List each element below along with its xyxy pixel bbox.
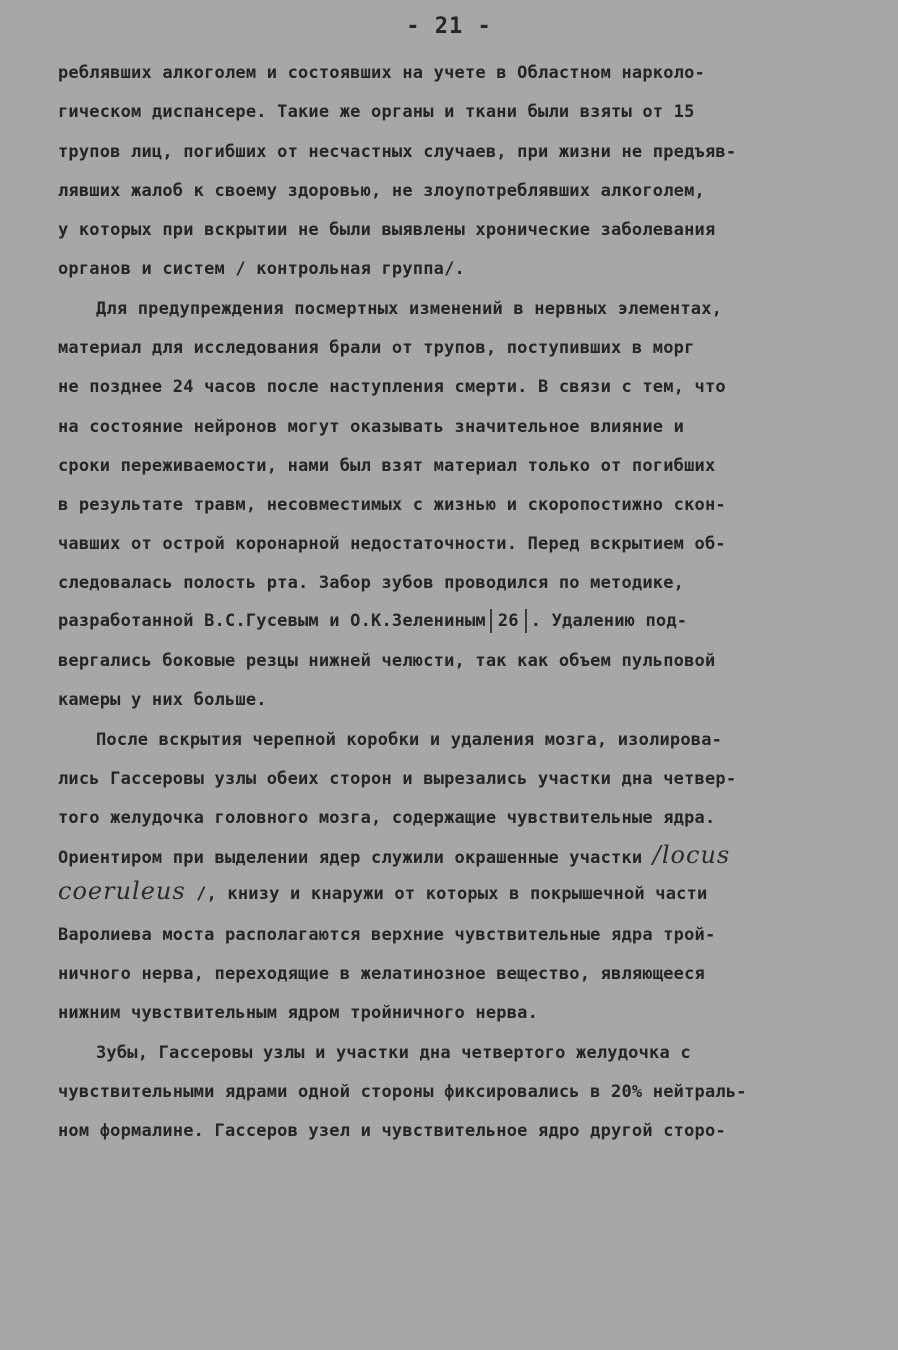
text-line: материал для исследования брали от трупов, поступивших в морг bbox=[58, 338, 695, 358]
citation-reference: 26 bbox=[490, 609, 527, 633]
text-line: трупов лиц, погибших от несчастных случаев, при жизни не предъяв- bbox=[58, 142, 737, 162]
text-line: гическом диспансере. Такие же органы и ткани были взяты от 15 bbox=[58, 102, 695, 122]
text-line: лявших жалоб к своему здоровью, не злоупотреблявших алкоголем, bbox=[58, 181, 705, 201]
text-span: /, книзу и кнаружи от которых в покрышечной части bbox=[196, 884, 708, 904]
text-line: лись Гассеровы узлы обеих сторон и вырезались участки дна четвер- bbox=[58, 769, 737, 789]
text-line bbox=[58, 842, 838, 871]
text-line: чувствительными ядрами одной стороны фиксировались в 20% нейтраль- bbox=[58, 1082, 747, 1102]
text-line: Зубы, Гассеровы узлы и участки дна четвертого желудочка с bbox=[96, 1043, 691, 1063]
handwritten-annotation: /locus bbox=[652, 842, 731, 869]
text-span: разработанной В.С.Гусевым и О.К.Зелениным bbox=[58, 611, 486, 631]
text-line: реблявших алкоголем и состоявших на учете в Областном нарколо- bbox=[58, 63, 705, 83]
text-line: После вскрытия черепной коробки и удаления мозга, изолирова- bbox=[96, 730, 723, 750]
page-number: - 21 - bbox=[406, 14, 492, 39]
text-line: Варолиева моста располагаются верхние чувствительные ядра трой- bbox=[58, 925, 716, 945]
text-line: того желудочка головного мозга, содержащие чувствительные ядра. bbox=[58, 808, 716, 828]
text-line: сроки переживаемости, нами был взят материал только от погибших bbox=[58, 456, 716, 476]
text-line bbox=[58, 878, 838, 907]
text-line: вергались боковые резцы нижней челюсти, так как объем пульповой bbox=[58, 651, 716, 671]
text-line: ничного нерва, переходящие в желатинозное вещество, являющееся bbox=[58, 964, 705, 984]
text-span: . Удалению под- bbox=[530, 611, 688, 631]
text-line: ном формалине. Гассеров узел и чувствительное ядро другой сторо- bbox=[58, 1121, 726, 1141]
text-line: нижним чувствительным ядром тройничного нерва. bbox=[58, 1003, 539, 1023]
text-line: в результате травм, несовместимых с жизнью и скоропостижно скон- bbox=[58, 495, 726, 515]
text-line: чавших от острой коронарной недостаточности. Перед вскрытием об- bbox=[58, 534, 726, 554]
text-line: органов и систем / контрольная группа/. bbox=[58, 259, 465, 279]
text-line: у которых при вскрытии не были выявлены хронические заболевания bbox=[58, 220, 716, 240]
handwritten-annotation: coeruleus bbox=[58, 878, 186, 905]
text-line bbox=[58, 608, 838, 634]
text-line: на состояние нейронов могут оказывать значительное влияние и bbox=[58, 417, 685, 437]
text-line: камеры у них больше. bbox=[58, 690, 267, 710]
text-line: Для предупреждения посмертных изменений в нервных элементах, bbox=[96, 299, 723, 319]
text-line: не позднее 24 часов после наступления смерти. В связи с тем, что bbox=[58, 377, 726, 397]
text-span: Ориентиром при выделении ядер служили окрашенные участки bbox=[58, 848, 643, 868]
text-line: следовалась полость рта. Забор зубов проводился по методике, bbox=[58, 573, 685, 593]
